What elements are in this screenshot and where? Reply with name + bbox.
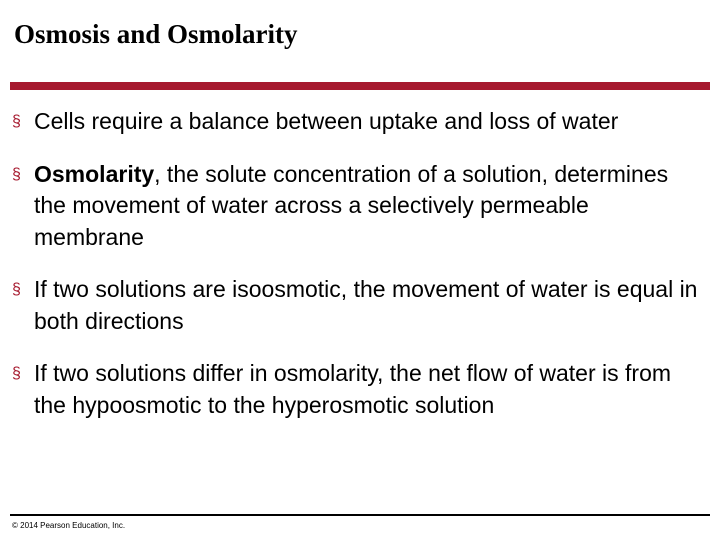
bullet-item — [12, 159, 702, 254]
bullet-marker: § — [12, 113, 21, 130]
bullet-item — [12, 274, 702, 337]
bullet-text — [34, 161, 668, 250]
bullet-text-body: Cells require a balance between uptake and loss of water — [34, 108, 619, 134]
bullet-text-body: , the solute concentration of a solution, determines the movement of water across a selectively permeable membrane — [34, 160, 669, 250]
bullet-list — [12, 106, 702, 442]
bullet-text-body: If two solutions differ in osmolarity, the net flow of water is from the hypoosmotic to the hyperosmotic solution — [34, 360, 672, 418]
bullet-marker: § — [12, 165, 21, 183]
bullet-marker: § — [12, 281, 21, 298]
title-divider — [10, 82, 710, 90]
bullet-text — [34, 360, 671, 418]
bullet-item — [12, 106, 702, 138]
copyright-footer: © 2014 Pearson Education, Inc. — [12, 521, 126, 530]
bullet-term: Osmolarity — [34, 160, 155, 187]
slide-title: Osmosis and Osmolarity — [14, 19, 298, 49]
bullet-item — [12, 358, 702, 421]
footer-divider — [10, 514, 710, 516]
bullet-text — [34, 276, 697, 334]
bullet-text-body: If two solutions are isoosmotic, the movement of water is equal in both directions — [34, 276, 698, 334]
bullet-marker: § — [12, 365, 21, 382]
bullet-text — [34, 108, 618, 134]
